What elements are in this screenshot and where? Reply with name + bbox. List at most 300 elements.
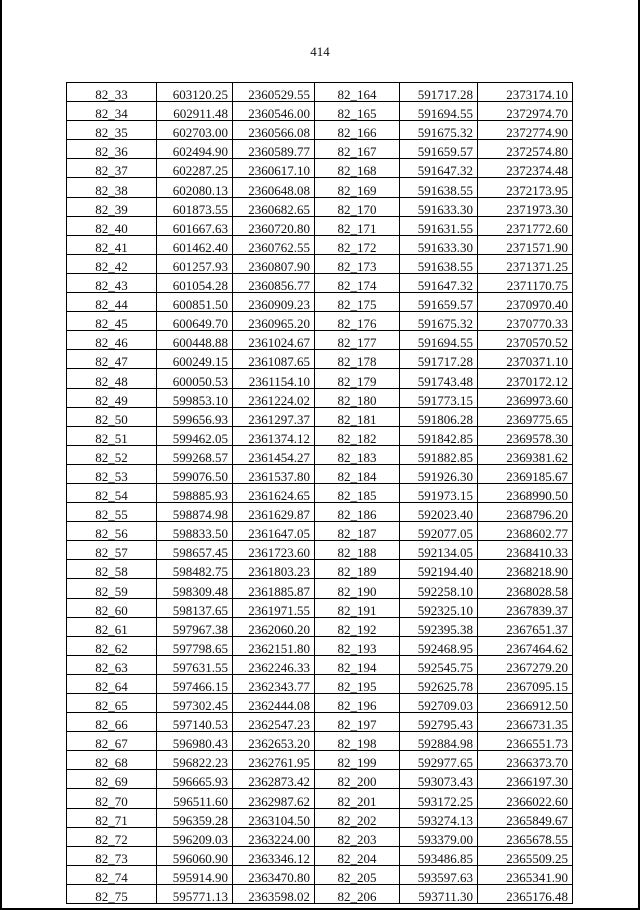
point-id-cell: 82_57 xyxy=(67,541,157,560)
point-id-cell: 82_195 xyxy=(315,674,400,693)
table-row xyxy=(67,83,573,102)
y-coordinate-cell: 2363224.00 xyxy=(233,827,315,846)
y-coordinate-cell: 2366912.50 xyxy=(478,694,573,713)
x-coordinate-cell: 601873.55 xyxy=(157,197,233,216)
point-id-cell: 82_66 xyxy=(67,713,157,732)
table-row xyxy=(67,694,573,713)
x-coordinate-cell: 592795.43 xyxy=(400,713,478,732)
x-coordinate-cell: 593597.63 xyxy=(400,865,478,884)
x-coordinate-cell: 591633.30 xyxy=(400,197,478,216)
point-id-cell: 82_191 xyxy=(315,598,400,617)
x-coordinate-cell: 593379.00 xyxy=(400,827,478,846)
point-id-cell: 82_176 xyxy=(315,312,400,331)
table-row xyxy=(67,159,573,178)
y-coordinate-cell: 2372774.90 xyxy=(478,121,573,140)
table-row xyxy=(67,636,573,655)
y-coordinate-cell: 2361723.60 xyxy=(233,541,315,560)
point-id-cell: 82_172 xyxy=(315,235,400,254)
y-coordinate-cell: 2369578.30 xyxy=(478,426,573,445)
point-id-cell: 82_196 xyxy=(315,694,400,713)
point-id-cell: 82_177 xyxy=(315,331,400,350)
point-id-cell: 82_167 xyxy=(315,140,400,159)
point-id-cell: 82_51 xyxy=(67,426,157,445)
y-coordinate-cell: 2371571.90 xyxy=(478,235,573,254)
table-row xyxy=(67,388,573,407)
x-coordinate-cell: 602080.13 xyxy=(157,178,233,197)
y-coordinate-cell: 2366022.60 xyxy=(478,789,573,808)
y-coordinate-cell: 2363346.12 xyxy=(233,846,315,865)
y-coordinate-cell: 2361624.65 xyxy=(233,483,315,502)
x-coordinate-cell: 592545.75 xyxy=(400,655,478,674)
point-id-cell: 82_198 xyxy=(315,732,400,751)
y-coordinate-cell: 2366731.35 xyxy=(478,713,573,732)
x-coordinate-cell: 596209.03 xyxy=(157,827,233,846)
x-coordinate-cell: 591973.15 xyxy=(400,483,478,502)
y-coordinate-cell: 2362761.95 xyxy=(233,751,315,770)
y-coordinate-cell: 2360566.08 xyxy=(233,121,315,140)
table-row xyxy=(67,865,573,884)
y-coordinate-cell: 2360856.77 xyxy=(233,273,315,292)
x-coordinate-cell: 591638.55 xyxy=(400,178,478,197)
point-id-cell: 82_168 xyxy=(315,159,400,178)
y-coordinate-cell: 2371371.25 xyxy=(478,254,573,273)
y-coordinate-cell: 2362151.80 xyxy=(233,636,315,655)
point-id-cell: 82_38 xyxy=(67,178,157,197)
x-coordinate-cell: 600249.15 xyxy=(157,350,233,369)
y-coordinate-cell: 2360682.65 xyxy=(233,197,315,216)
x-coordinate-cell: 591806.28 xyxy=(400,407,478,426)
x-coordinate-cell: 600448.88 xyxy=(157,331,233,350)
point-id-cell: 82_68 xyxy=(67,751,157,770)
y-coordinate-cell: 2372374.48 xyxy=(478,159,573,178)
y-coordinate-cell: 2365849.67 xyxy=(478,808,573,827)
y-coordinate-cell: 2368602.77 xyxy=(478,522,573,541)
coordinates-table xyxy=(66,82,573,904)
y-coordinate-cell: 2370371.10 xyxy=(478,350,573,369)
point-id-cell: 82_165 xyxy=(315,102,400,121)
y-coordinate-cell: 2366373.70 xyxy=(478,751,573,770)
y-coordinate-cell: 2366551.73 xyxy=(478,732,573,751)
y-coordinate-cell: 2371772.60 xyxy=(478,216,573,235)
y-coordinate-cell: 2367279.20 xyxy=(478,655,573,674)
table-row xyxy=(67,827,573,846)
point-id-cell: 82_181 xyxy=(315,407,400,426)
y-coordinate-cell: 2369775.65 xyxy=(478,407,573,426)
table-row xyxy=(67,293,573,312)
table-row xyxy=(67,273,573,292)
table-row xyxy=(67,846,573,865)
y-coordinate-cell: 2361154.10 xyxy=(233,369,315,388)
table-row xyxy=(67,121,573,140)
point-id-cell: 82_202 xyxy=(315,808,400,827)
point-id-cell: 82_204 xyxy=(315,846,400,865)
y-coordinate-cell: 2360589.77 xyxy=(233,140,315,159)
y-coordinate-cell: 2369185.67 xyxy=(478,464,573,483)
coordinates-table-body xyxy=(67,83,573,904)
point-id-cell: 82_44 xyxy=(67,293,157,312)
x-coordinate-cell: 598482.75 xyxy=(157,560,233,579)
y-coordinate-cell: 2361024.67 xyxy=(233,331,315,350)
x-coordinate-cell: 599853.10 xyxy=(157,388,233,407)
point-id-cell: 82_166 xyxy=(315,121,400,140)
x-coordinate-cell: 596665.93 xyxy=(157,770,233,789)
table-row xyxy=(67,216,573,235)
x-coordinate-cell: 600649.70 xyxy=(157,312,233,331)
y-coordinate-cell: 2361374.12 xyxy=(233,426,315,445)
point-id-cell: 82_200 xyxy=(315,770,400,789)
table-row xyxy=(67,102,573,121)
x-coordinate-cell: 597631.55 xyxy=(157,655,233,674)
point-id-cell: 82_55 xyxy=(67,503,157,522)
y-coordinate-cell: 2368410.33 xyxy=(478,541,573,560)
point-id-cell: 82_197 xyxy=(315,713,400,732)
x-coordinate-cell: 600851.50 xyxy=(157,293,233,312)
x-coordinate-cell: 593172.25 xyxy=(400,789,478,808)
table-row xyxy=(67,713,573,732)
x-coordinate-cell: 591743.48 xyxy=(400,369,478,388)
point-id-cell: 82_164 xyxy=(315,83,400,102)
x-coordinate-cell: 592258.10 xyxy=(400,579,478,598)
y-coordinate-cell: 2361297.37 xyxy=(233,407,315,426)
y-coordinate-cell: 2372173.95 xyxy=(478,178,573,197)
x-coordinate-cell: 591773.15 xyxy=(400,388,478,407)
point-id-cell: 82_37 xyxy=(67,159,157,178)
point-id-cell: 82_186 xyxy=(315,503,400,522)
point-id-cell: 82_190 xyxy=(315,579,400,598)
x-coordinate-cell: 598657.45 xyxy=(157,541,233,560)
point-id-cell: 82_46 xyxy=(67,331,157,350)
table-row xyxy=(67,331,573,350)
y-coordinate-cell: 2362343.77 xyxy=(233,674,315,693)
y-coordinate-cell: 2372574.80 xyxy=(478,140,573,159)
point-id-cell: 82_54 xyxy=(67,483,157,502)
point-id-cell: 82_71 xyxy=(67,808,157,827)
table-row xyxy=(67,178,573,197)
point-id-cell: 82_74 xyxy=(67,865,157,884)
table-row xyxy=(67,407,573,426)
point-id-cell: 82_205 xyxy=(315,865,400,884)
point-id-cell: 82_194 xyxy=(315,655,400,674)
y-coordinate-cell: 2365176.48 xyxy=(478,884,573,903)
point-id-cell: 82_175 xyxy=(315,293,400,312)
x-coordinate-cell: 599462.05 xyxy=(157,426,233,445)
point-id-cell: 82_42 xyxy=(67,254,157,273)
x-coordinate-cell: 603120.25 xyxy=(157,83,233,102)
y-coordinate-cell: 2361647.05 xyxy=(233,522,315,541)
table-row xyxy=(67,732,573,751)
x-coordinate-cell: 601462.40 xyxy=(157,235,233,254)
y-coordinate-cell: 2365678.55 xyxy=(478,827,573,846)
point-id-cell: 82_59 xyxy=(67,579,157,598)
table-row xyxy=(67,140,573,159)
point-id-cell: 82_50 xyxy=(67,407,157,426)
x-coordinate-cell: 599656.93 xyxy=(157,407,233,426)
point-id-cell: 82_53 xyxy=(67,464,157,483)
y-coordinate-cell: 2370172.12 xyxy=(478,369,573,388)
x-coordinate-cell: 592625.78 xyxy=(400,674,478,693)
y-coordinate-cell: 2371170.75 xyxy=(478,273,573,292)
x-coordinate-cell: 591659.57 xyxy=(400,140,478,159)
table-row xyxy=(67,312,573,331)
point-id-cell: 82_203 xyxy=(315,827,400,846)
table-row xyxy=(67,751,573,770)
point-id-cell: 82_67 xyxy=(67,732,157,751)
table-row xyxy=(67,579,573,598)
y-coordinate-cell: 2360720.80 xyxy=(233,216,315,235)
point-id-cell: 82_60 xyxy=(67,598,157,617)
y-coordinate-cell: 2362653.20 xyxy=(233,732,315,751)
y-coordinate-cell: 2366197.30 xyxy=(478,770,573,789)
x-coordinate-cell: 596359.28 xyxy=(157,808,233,827)
point-id-cell: 82_178 xyxy=(315,350,400,369)
x-coordinate-cell: 592077.05 xyxy=(400,522,478,541)
x-coordinate-cell: 596980.43 xyxy=(157,732,233,751)
y-coordinate-cell: 2361224.02 xyxy=(233,388,315,407)
x-coordinate-cell: 591717.28 xyxy=(400,83,478,102)
x-coordinate-cell: 591717.28 xyxy=(400,350,478,369)
point-id-cell: 82_56 xyxy=(67,522,157,541)
x-coordinate-cell: 591659.57 xyxy=(400,293,478,312)
y-coordinate-cell: 2362547.23 xyxy=(233,713,315,732)
x-coordinate-cell: 591694.55 xyxy=(400,331,478,350)
x-coordinate-cell: 593073.43 xyxy=(400,770,478,789)
point-id-cell: 82_39 xyxy=(67,197,157,216)
y-coordinate-cell: 2362987.62 xyxy=(233,789,315,808)
point-id-cell: 82_170 xyxy=(315,197,400,216)
point-id-cell: 82_183 xyxy=(315,445,400,464)
x-coordinate-cell: 598885.93 xyxy=(157,483,233,502)
x-coordinate-cell: 593711.30 xyxy=(400,884,478,903)
y-coordinate-cell: 2360965.20 xyxy=(233,312,315,331)
point-id-cell: 82_187 xyxy=(315,522,400,541)
point-id-cell: 82_73 xyxy=(67,846,157,865)
y-coordinate-cell: 2371973.30 xyxy=(478,197,573,216)
y-coordinate-cell: 2361087.65 xyxy=(233,350,315,369)
y-coordinate-cell: 2360807.90 xyxy=(233,254,315,273)
x-coordinate-cell: 597140.53 xyxy=(157,713,233,732)
y-coordinate-cell: 2363598.02 xyxy=(233,884,315,903)
y-coordinate-cell: 2369973.60 xyxy=(478,388,573,407)
point-id-cell: 82_58 xyxy=(67,560,157,579)
table-row xyxy=(67,617,573,636)
x-coordinate-cell: 599076.50 xyxy=(157,464,233,483)
table-row xyxy=(67,808,573,827)
y-coordinate-cell: 2368796.20 xyxy=(478,503,573,522)
x-coordinate-cell: 591675.32 xyxy=(400,121,478,140)
y-coordinate-cell: 2365509.25 xyxy=(478,846,573,865)
y-coordinate-cell: 2361803.23 xyxy=(233,560,315,579)
scan-border-left xyxy=(0,0,2,910)
x-coordinate-cell: 592325.10 xyxy=(400,598,478,617)
point-id-cell: 82_189 xyxy=(315,560,400,579)
point-id-cell: 82_75 xyxy=(67,884,157,903)
y-coordinate-cell: 2367839.37 xyxy=(478,598,573,617)
x-coordinate-cell: 597967.38 xyxy=(157,617,233,636)
x-coordinate-cell: 601257.93 xyxy=(157,254,233,273)
table-row xyxy=(67,884,573,903)
y-coordinate-cell: 2363104.50 xyxy=(233,808,315,827)
x-coordinate-cell: 602494.90 xyxy=(157,140,233,159)
x-coordinate-cell: 591638.55 xyxy=(400,254,478,273)
y-coordinate-cell: 2363470.80 xyxy=(233,865,315,884)
table-row xyxy=(67,426,573,445)
point-id-cell: 82_188 xyxy=(315,541,400,560)
point-id-cell: 82_70 xyxy=(67,789,157,808)
x-coordinate-cell: 600050.53 xyxy=(157,369,233,388)
point-id-cell: 82_192 xyxy=(315,617,400,636)
x-coordinate-cell: 602703.00 xyxy=(157,121,233,140)
point-id-cell: 82_61 xyxy=(67,617,157,636)
table-row xyxy=(67,770,573,789)
point-id-cell: 82_72 xyxy=(67,827,157,846)
x-coordinate-cell: 591631.55 xyxy=(400,216,478,235)
point-id-cell: 82_65 xyxy=(67,694,157,713)
x-coordinate-cell: 591633.30 xyxy=(400,235,478,254)
y-coordinate-cell: 2373174.10 xyxy=(478,83,573,102)
y-coordinate-cell: 2370570.52 xyxy=(478,331,573,350)
x-coordinate-cell: 591842.85 xyxy=(400,426,478,445)
table-row xyxy=(67,789,573,808)
y-coordinate-cell: 2367095.15 xyxy=(478,674,573,693)
y-coordinate-cell: 2367464.62 xyxy=(478,636,573,655)
table-row xyxy=(67,674,573,693)
point-id-cell: 82_47 xyxy=(67,350,157,369)
point-id-cell: 82_182 xyxy=(315,426,400,445)
y-coordinate-cell: 2360648.08 xyxy=(233,178,315,197)
y-coordinate-cell: 2361537.80 xyxy=(233,464,315,483)
x-coordinate-cell: 593486.85 xyxy=(400,846,478,865)
y-coordinate-cell: 2368218.90 xyxy=(478,560,573,579)
point-id-cell: 82_35 xyxy=(67,121,157,140)
point-id-cell: 82_199 xyxy=(315,751,400,770)
x-coordinate-cell: 598874.98 xyxy=(157,503,233,522)
x-coordinate-cell: 591675.32 xyxy=(400,312,478,331)
x-coordinate-cell: 601054.28 xyxy=(157,273,233,292)
y-coordinate-cell: 2361885.87 xyxy=(233,579,315,598)
y-coordinate-cell: 2360909.23 xyxy=(233,293,315,312)
x-coordinate-cell: 596511.60 xyxy=(157,789,233,808)
point-id-cell: 82_33 xyxy=(67,83,157,102)
table-row xyxy=(67,197,573,216)
x-coordinate-cell: 602911.48 xyxy=(157,102,233,121)
x-coordinate-cell: 592134.05 xyxy=(400,541,478,560)
y-coordinate-cell: 2361454.27 xyxy=(233,445,315,464)
table-row xyxy=(67,445,573,464)
table-row xyxy=(67,598,573,617)
point-id-cell: 82_63 xyxy=(67,655,157,674)
point-id-cell: 82_45 xyxy=(67,312,157,331)
point-id-cell: 82_64 xyxy=(67,674,157,693)
y-coordinate-cell: 2362444.08 xyxy=(233,694,315,713)
y-coordinate-cell: 2361971.55 xyxy=(233,598,315,617)
point-id-cell: 82_184 xyxy=(315,464,400,483)
x-coordinate-cell: 591882.85 xyxy=(400,445,478,464)
x-coordinate-cell: 592194.40 xyxy=(400,560,478,579)
x-coordinate-cell: 598309.48 xyxy=(157,579,233,598)
table-row xyxy=(67,483,573,502)
x-coordinate-cell: 593274.13 xyxy=(400,808,478,827)
table-row xyxy=(67,464,573,483)
x-coordinate-cell: 596060.90 xyxy=(157,846,233,865)
x-coordinate-cell: 597798.65 xyxy=(157,636,233,655)
point-id-cell: 82_180 xyxy=(315,388,400,407)
table-row xyxy=(67,235,573,254)
x-coordinate-cell: 592709.03 xyxy=(400,694,478,713)
table-row xyxy=(67,560,573,579)
point-id-cell: 82_171 xyxy=(315,216,400,235)
y-coordinate-cell: 2368990.50 xyxy=(478,483,573,502)
x-coordinate-cell: 591926.30 xyxy=(400,464,478,483)
point-id-cell: 82_173 xyxy=(315,254,400,273)
x-coordinate-cell: 592395.38 xyxy=(400,617,478,636)
y-coordinate-cell: 2360529.55 xyxy=(233,83,315,102)
point-id-cell: 82_193 xyxy=(315,636,400,655)
y-coordinate-cell: 2367651.37 xyxy=(478,617,573,636)
table-row xyxy=(67,503,573,522)
table-row xyxy=(67,350,573,369)
point-id-cell: 82_179 xyxy=(315,369,400,388)
y-coordinate-cell: 2372974.70 xyxy=(478,102,573,121)
point-id-cell: 82_40 xyxy=(67,216,157,235)
table-row xyxy=(67,369,573,388)
point-id-cell: 82_185 xyxy=(315,483,400,502)
x-coordinate-cell: 592977.65 xyxy=(400,751,478,770)
x-coordinate-cell: 601667.63 xyxy=(157,216,233,235)
point-id-cell: 82_174 xyxy=(315,273,400,292)
y-coordinate-cell: 2370770.33 xyxy=(478,312,573,331)
x-coordinate-cell: 602287.25 xyxy=(157,159,233,178)
y-coordinate-cell: 2362873.42 xyxy=(233,770,315,789)
x-coordinate-cell: 592023.40 xyxy=(400,503,478,522)
x-coordinate-cell: 591694.55 xyxy=(400,102,478,121)
x-coordinate-cell: 596822.23 xyxy=(157,751,233,770)
table-row xyxy=(67,522,573,541)
point-id-cell: 82_48 xyxy=(67,369,157,388)
x-coordinate-cell: 592884.98 xyxy=(400,732,478,751)
y-coordinate-cell: 2360617.10 xyxy=(233,159,315,178)
point-id-cell: 82_34 xyxy=(67,102,157,121)
y-coordinate-cell: 2365341.90 xyxy=(478,865,573,884)
x-coordinate-cell: 592468.95 xyxy=(400,636,478,655)
y-coordinate-cell: 2370970.40 xyxy=(478,293,573,312)
x-coordinate-cell: 597466.15 xyxy=(157,674,233,693)
point-id-cell: 82_36 xyxy=(67,140,157,159)
point-id-cell: 82_43 xyxy=(67,273,157,292)
point-id-cell: 82_49 xyxy=(67,388,157,407)
x-coordinate-cell: 598833.50 xyxy=(157,522,233,541)
y-coordinate-cell: 2360546.00 xyxy=(233,102,315,121)
x-coordinate-cell: 591647.32 xyxy=(400,159,478,178)
point-id-cell: 82_69 xyxy=(67,770,157,789)
table-row xyxy=(67,655,573,674)
point-id-cell: 82_52 xyxy=(67,445,157,464)
x-coordinate-cell: 595771.13 xyxy=(157,884,233,903)
point-id-cell: 82_201 xyxy=(315,789,400,808)
table-row xyxy=(67,541,573,560)
x-coordinate-cell: 595914.90 xyxy=(157,865,233,884)
y-coordinate-cell: 2361629.87 xyxy=(233,503,315,522)
y-coordinate-cell: 2360762.55 xyxy=(233,235,315,254)
point-id-cell: 82_62 xyxy=(67,636,157,655)
x-coordinate-cell: 599268.57 xyxy=(157,445,233,464)
x-coordinate-cell: 591647.32 xyxy=(400,273,478,292)
x-coordinate-cell: 598137.65 xyxy=(157,598,233,617)
y-coordinate-cell: 2362246.33 xyxy=(233,655,315,674)
y-coordinate-cell: 2368028.58 xyxy=(478,579,573,598)
point-id-cell: 82_41 xyxy=(67,235,157,254)
y-coordinate-cell: 2369381.62 xyxy=(478,445,573,464)
x-coordinate-cell: 597302.45 xyxy=(157,694,233,713)
